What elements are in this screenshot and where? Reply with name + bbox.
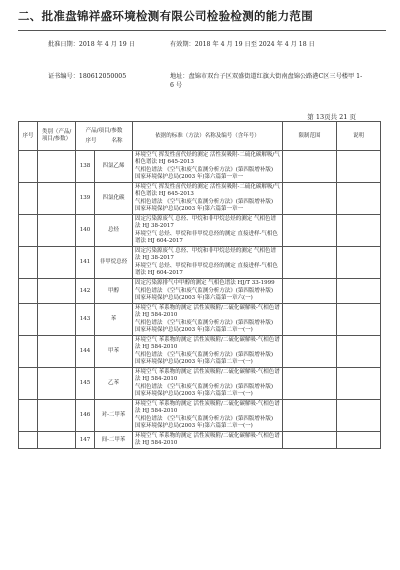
cell-limit <box>283 151 337 183</box>
table-header-row <box>19 122 381 151</box>
table-row <box>19 183 381 215</box>
table-row <box>19 247 381 279</box>
cell-limit <box>283 400 337 432</box>
page-number: 第 13页共 21 页 <box>307 113 356 121</box>
cell-item-number: 147 <box>76 432 95 449</box>
cell-note <box>337 368 381 400</box>
cell-seq <box>19 183 38 215</box>
cell-category <box>38 368 76 400</box>
cell-seq <box>19 336 38 368</box>
table-row <box>19 400 381 432</box>
cell-standard <box>133 215 283 247</box>
cell-note <box>337 336 381 368</box>
standard-entry: 环境空气 总烃、甲烷和非甲烷总烃的测定 直接进样-气相色谱法 HJ 604-2017 <box>135 263 278 276</box>
cell-item-number: 139 <box>76 183 95 215</box>
cell-note <box>337 151 381 183</box>
table-row <box>19 336 381 368</box>
cell-item-name: 总烃 <box>95 215 133 247</box>
cell-standard <box>133 400 283 432</box>
standard-entry: 环境空气 苯系物的测定 活性炭吸附/二硫化碳解吸-气相色谱法 HJ 584-2010 <box>135 305 280 318</box>
table-row <box>19 432 381 449</box>
title-rule <box>18 30 386 31</box>
cell-note <box>337 400 381 432</box>
standard-entry: 气相色谱法 《空气和废气监测分析方法》(第四版增补版) 国家环境保护总局(2003 年)第六篇第一章一 <box>135 167 274 180</box>
cell-category <box>38 279 76 304</box>
header-product-group: 产品/项目/参数 序号 名称 <box>76 122 133 151</box>
header-name: 名称 <box>111 137 123 144</box>
cell-limit <box>283 336 337 368</box>
validity-period: 有效期：2018 年 4 月 19 日至 2024 年 4 月 18 日 <box>170 41 315 48</box>
cell-standard <box>133 304 283 336</box>
cell-item-number: 144 <box>76 336 95 368</box>
cell-seq <box>19 400 38 432</box>
standard-entry: 气相色谱法 《空气和废气监测分析方法》(第四版增补版) 国家环境保护总局(2003 年)第六篇第一章一 <box>135 199 274 212</box>
cell-item-name: 四氯化碳 <box>95 183 133 215</box>
capability-table <box>18 121 381 449</box>
cell-category <box>38 151 76 183</box>
standard-entry: 固定污染源废气 总烃、甲烷和非甲烷总烃的测定 气相色谱法 HJ 38-2017 <box>135 216 276 229</box>
cell-limit <box>283 432 337 449</box>
cell-standard <box>133 432 283 449</box>
standard-entry: 气相色谱法 《空气和废气监测分析方法》(第四版增补版) 国家环境保护总局(2003 年)第六篇第一章六(一) <box>135 288 274 301</box>
standard-entry: 气相色谱法 《空气和废气监测分析方法》(第四版增补版) 国家环境保护总局(2003 年)第六篇第二章一(一) <box>135 352 274 365</box>
cell-seq <box>19 247 38 279</box>
table-row <box>19 279 381 304</box>
page-title: 二、批准盘锦祥盛环境检测有限公司检验检测的能力范围 <box>18 9 313 23</box>
cell-category <box>38 215 76 247</box>
standard-entry: 环境空气 苯系物的测定 活性炭吸附/二硫化碳解吸-气相色谱法 HJ 584-2010 <box>135 337 280 350</box>
cell-note <box>337 215 381 247</box>
cell-item-number: 138 <box>76 151 95 183</box>
cell-seq <box>19 279 38 304</box>
cell-item-name: 苯 <box>95 304 133 336</box>
cell-seq <box>19 432 38 449</box>
standard-entry: 气相色谱法 《空气和废气监测分析方法》(第四版增补版) 国家环境保护总局(2003 年)第六篇第二章一(一) <box>135 384 274 397</box>
cell-item-number: 141 <box>76 247 95 279</box>
header-note: 说明 <box>337 122 381 151</box>
cell-item-name: 甲苯 <box>95 336 133 368</box>
standard-entry: 环境空气 挥发性卤代烃的测定 活性炭吸附-二硫化碳解吸/气相色谱法 HJ 645-2013 <box>135 152 280 165</box>
cell-item-name: 甲醇 <box>95 279 133 304</box>
cell-standard <box>133 279 283 304</box>
cell-item-number: 140 <box>76 215 95 247</box>
standard-entry: 固定污染源排气中甲醇的测定 气相色谱法 HJ/T 33-1999 <box>135 280 275 286</box>
header-sub-seq: 序号 <box>85 137 97 144</box>
standard-entry: 环境空气 挥发性卤代烃的测定 活性炭吸附-二硫化碳解吸/气相色谱法 HJ 645-2013 <box>135 184 280 197</box>
header-limit: 限制范围 <box>283 122 337 151</box>
table-row <box>19 215 381 247</box>
cell-standard <box>133 336 283 368</box>
cell-item-name: 间-二甲苯 <box>95 432 133 449</box>
cell-standard <box>133 247 283 279</box>
cell-item-number: 146 <box>76 400 95 432</box>
cell-standard <box>133 368 283 400</box>
cell-limit <box>283 368 337 400</box>
cell-category <box>38 183 76 215</box>
cell-item-name: 四氯乙烯 <box>95 151 133 183</box>
cell-category <box>38 247 76 279</box>
cell-limit <box>283 304 337 336</box>
standard-entry: 气相色谱法 《空气和废气监测分析方法》(第四版增补版) 国家环境保护总局(2003 年)第六篇第二章一(一) <box>135 416 274 429</box>
cell-seq <box>19 304 38 336</box>
cell-limit <box>283 279 337 304</box>
header-category: 类别（产品/项目/参数） <box>38 122 76 151</box>
table-row <box>19 368 381 400</box>
standard-entry: 环境空气 总烃、甲烷和非甲烷总烃的测定 直接进样-气相色谱法 HJ 604-2017 <box>135 231 278 244</box>
cell-limit <box>283 215 337 247</box>
cell-category <box>38 336 76 368</box>
table-row <box>19 151 381 183</box>
cell-item-name: 乙苯 <box>95 368 133 400</box>
cell-note <box>337 247 381 279</box>
address: 地址：盘锦市双台子区双盛街道红旗大街南盘锦公路港C区三号楼甲 1-6 号 <box>170 73 363 89</box>
cell-standard <box>133 151 283 183</box>
cell-item-name: 对-二甲苯 <box>95 400 133 432</box>
cell-note <box>337 432 381 449</box>
cell-category <box>38 400 76 432</box>
cell-category <box>38 304 76 336</box>
cell-note <box>337 279 381 304</box>
cell-item-number: 142 <box>76 279 95 304</box>
standard-entry: 环境空气 苯系物的测定 活性炭吸附/二硫化碳解吸-气相色谱法 HJ 584-2010 <box>135 401 280 414</box>
standard-entry: 固定污染源废气 总烃、甲烷和非甲烷总烃的测定 气相色谱法 HJ 38-2017 <box>135 248 276 261</box>
approval-date: 批准日期：2018 年 4 月 19 日 <box>48 41 135 48</box>
standard-entry: 气相色谱法 《空气和废气监测分析方法》(第四版增补版) 国家环境保护总局(2003 年)第六篇第二章一(一) <box>135 320 274 333</box>
cell-seq <box>19 215 38 247</box>
header-seq: 序号 <box>19 122 38 151</box>
cell-limit <box>283 247 337 279</box>
cell-item-number: 143 <box>76 304 95 336</box>
cell-item-name: 非甲烷总烃 <box>95 247 133 279</box>
cell-seq <box>19 151 38 183</box>
cell-category <box>38 432 76 449</box>
standard-entry: 环境空气 苯系物的测定 活性炭吸附/二硫化碳解吸-气相色谱法 HJ 584-2010 <box>135 433 280 446</box>
standard-entry: 环境空气 苯系物的测定 活性炭吸附/二硫化碳解吸-气相色谱法 HJ 584-2010 <box>135 369 280 382</box>
cell-limit <box>283 183 337 215</box>
cell-note <box>337 304 381 336</box>
cell-seq <box>19 368 38 400</box>
table-row <box>19 304 381 336</box>
cell-item-number: 145 <box>76 368 95 400</box>
cell-note <box>337 183 381 215</box>
cell-standard <box>133 183 283 215</box>
header-standard: 依据的标准（方法）名称及编号（含年号） <box>133 122 283 151</box>
certificate-number: 证书编号：180612050005 <box>48 73 127 80</box>
